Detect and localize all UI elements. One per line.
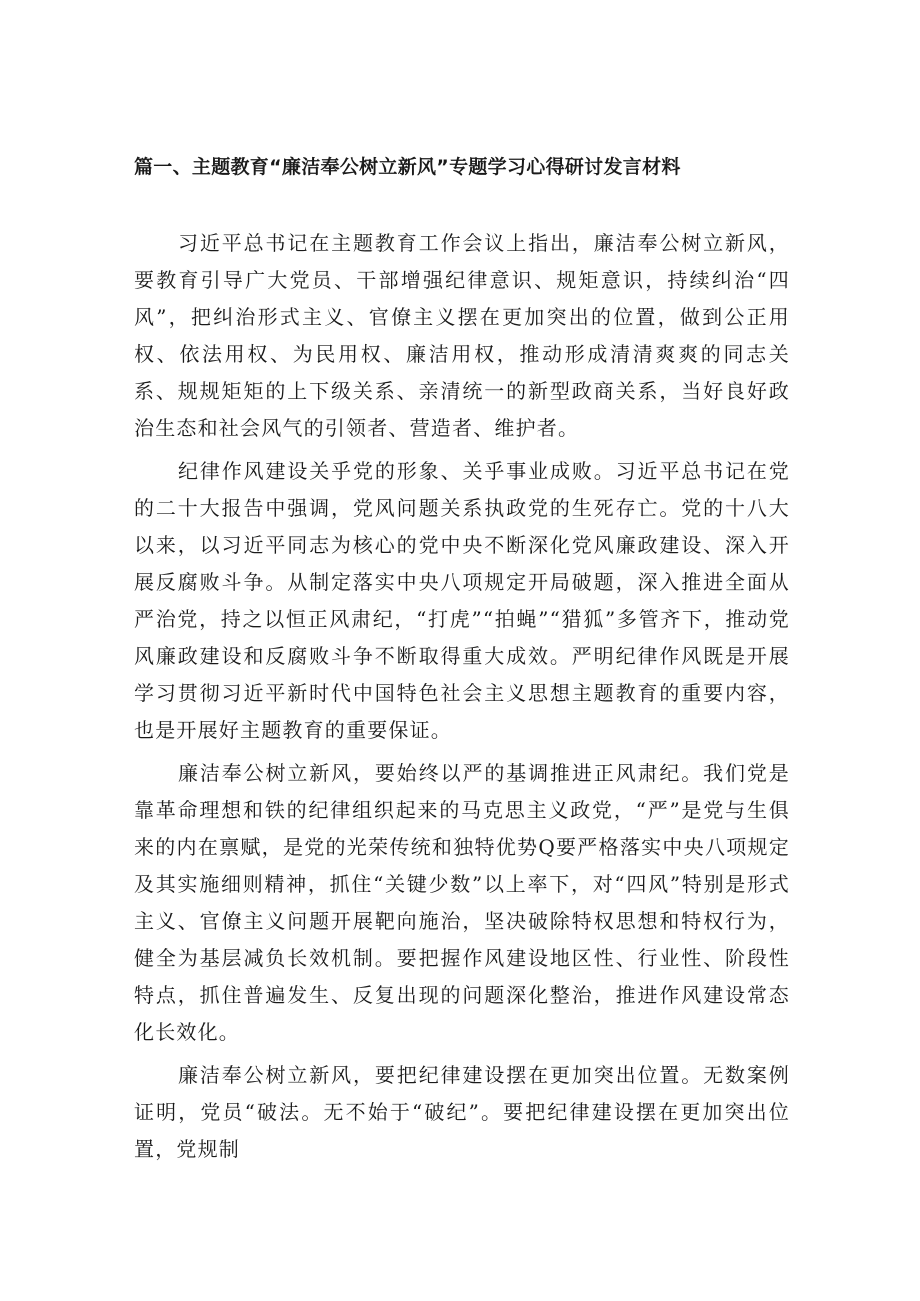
- document-body: [134, 225, 790, 1174]
- paragraph-3: 廉洁奉公树立新风，要始终以严的基调推进正风肃纪。我们党是靠革命理想和铁的纪律组织起来的马克思主义政党，“严”是党与生俱来的内在禀赋，是党的光荣传统和独特优势Q要严格落实中央八项规定及其实施细则精神，抓住“关键少数”以上率下，对“四风”特别是形式主义、官僚主义问题开展靶向施治，坚决破除特权思想和特权行为，健全为基层减负长效机制。要把握作风建设地区性、行业性、阶段性特点，抓住普遍发生、反复出现的问题深化整治，推进作风建设常态化长效化。: [134, 761, 790, 1044]
- paragraph-1: 习近平总书记在主题教育工作会议上指出，廉洁奉公树立新风，要教育引导广大党员、干部增强纪律意识、规矩意识，持续纠治“四风”，把纠治形式主义、官僚主义摆在更加突出的位置，做到公正用权、依法用权、为民用权、廉洁用权，推动形成清清爽爽的同志关系、规规矩矩的上下级关系、亲清统一的新型政商关系，当好良好政治生态和社会风气的引领者、营造者、维护者。: [134, 231, 790, 440]
- paragraph-4: 廉洁奉公树立新风，要把纪律建设摆在更加突出位置。无数案例证明，党员“破法。无不始于“破纪”。要把纪律建设摆在更加突出位置，党规制: [134, 1063, 790, 1161]
- paragraph-2: 纪律作风建设关乎党的形象、关乎事业成败。习近平总书记在党的二十大报告中强调，党风问题关系执政党的生死存亡。党的十八大以来，以习近平同志为核心的党中央不断深化党风廉政建设、深入开展反腐败斗争。从制定落实中央八项规定开局破题，深入推进全面从严治党，持之以恒正风肃纪，“打虎”“拍蝇”“猎狐”多管齐下，推动党风廉政建设和反腐败斗争不断取得重大成效。严明纪律作风既是开展学习贯彻习近平新时代中国特色社会主义思想主题教育的重要内容，也是开展好主题教育的重要保证。: [134, 459, 790, 742]
- document-title: 篇一、主题教育“廉洁奉公树立新风”专题学习心得研讨发言材料: [134, 156, 681, 178]
